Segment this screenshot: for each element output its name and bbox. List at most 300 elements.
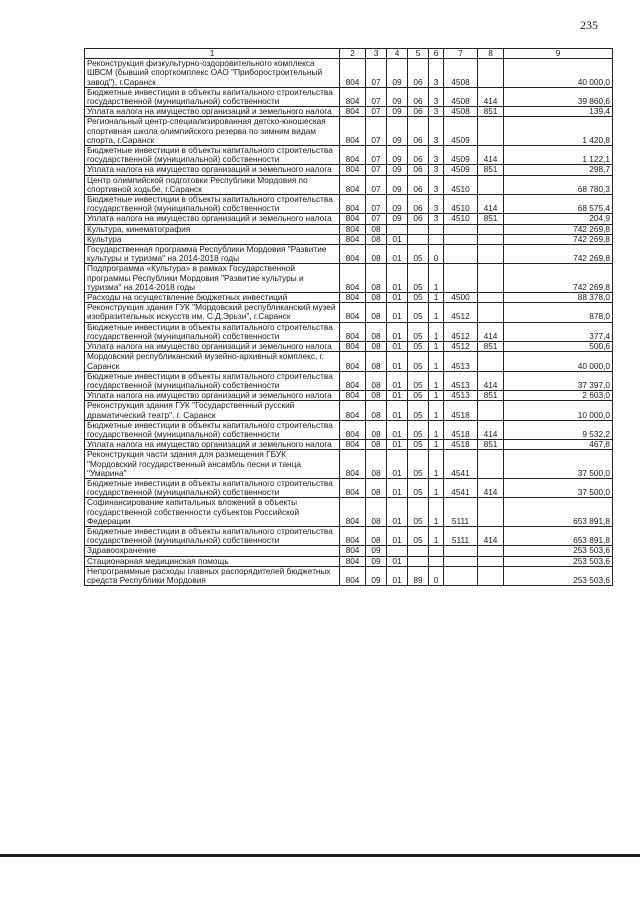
cell-program: 05 (408, 401, 429, 420)
row-name: Стационарная медицинская помощь (85, 556, 340, 566)
cell-subprogram: 1 (429, 401, 444, 420)
cell-ministry: 804 (340, 107, 366, 117)
cell-subprogram (429, 234, 444, 244)
cell-subprogram: 3 (429, 87, 444, 106)
footer-rule (0, 854, 640, 857)
table-row (85, 117, 613, 146)
cell-section: 08 (366, 264, 387, 293)
table-row (85, 175, 613, 194)
cell-section: 07 (366, 214, 387, 224)
cell-ministry: 804 (340, 342, 366, 352)
row-name: Мордовский республиканский музейно-архивный комплекс, г. Саранск (85, 352, 340, 371)
cell-section: 08 (366, 245, 387, 264)
cell-ministry: 804 (340, 450, 366, 479)
cell-article: 4508 (444, 87, 478, 106)
cell-section: 08 (366, 352, 387, 371)
cell-subsection: 01 (387, 478, 408, 497)
table-row (85, 478, 613, 497)
cell-subprogram (429, 546, 444, 556)
cell-subsection: 01 (387, 556, 408, 566)
cell-amount: 9 532,2 (504, 420, 613, 439)
cell-expense-type: 851 (478, 391, 504, 401)
cell-article: 4509 (444, 165, 478, 175)
cell-program: 05 (408, 450, 429, 479)
row-name: Бюджетные инвестиции в объекты капитального строительства государственной (муниципальной) собственности (85, 322, 340, 341)
row-name: Бюджетные инвестиции в объекты капитального строительства государственной (муниципальной) собственности (85, 146, 340, 165)
cell-ministry: 804 (340, 352, 366, 371)
cell-amount: 37 500,0 (504, 478, 613, 497)
cell-subprogram: 1 (429, 303, 444, 322)
cell-amount: 253 503,6 (504, 566, 613, 585)
column-header: 4 (387, 49, 408, 59)
cell-program: 06 (408, 165, 429, 175)
cell-section: 08 (366, 498, 387, 527)
table-row (85, 498, 613, 527)
cell-ministry: 804 (340, 214, 366, 224)
cell-section: 09 (366, 546, 387, 556)
cell-amount: 742 269,8 (504, 264, 613, 293)
cell-article (444, 566, 478, 585)
cell-expense-type (478, 450, 504, 479)
cell-expense-type (478, 234, 504, 244)
cell-expense-type (478, 117, 504, 146)
cell-amount: 653 891,8 (504, 498, 613, 527)
cell-subsection: 09 (387, 87, 408, 106)
cell-expense-type: 851 (478, 214, 504, 224)
cell-program: 05 (408, 264, 429, 293)
cell-article: 5111 (444, 498, 478, 527)
cell-ministry: 804 (340, 224, 366, 234)
cell-program: 05 (408, 478, 429, 497)
cell-article (444, 264, 478, 293)
cell-expense-type: 851 (478, 165, 504, 175)
cell-subsection: 09 (387, 59, 408, 88)
cell-subprogram: 3 (429, 214, 444, 224)
table-row (85, 195, 613, 214)
cell-article: 5111 (444, 526, 478, 545)
cell-subsection: 01 (387, 401, 408, 420)
cell-section: 08 (366, 401, 387, 420)
cell-amount: 88 378,0 (504, 293, 613, 303)
cell-expense-type (478, 224, 504, 234)
row-name: Реконструкция здания ГУК "Государственный русский драматический театр", г. Саранск (85, 401, 340, 420)
cell-article: 4541 (444, 450, 478, 479)
table-row (85, 352, 613, 371)
cell-program (408, 546, 429, 556)
cell-program: 05 (408, 245, 429, 264)
cell-amount: 2 603,0 (504, 391, 613, 401)
cell-subprogram: 1 (429, 293, 444, 303)
cell-amount: 37 500,0 (504, 450, 613, 479)
cell-program (408, 234, 429, 244)
row-name: Подпрограмма «Культура» в рамках Государственной программы Республики Мордовия "Развитие культуры и туризма" на 2014-2018 годы (85, 264, 340, 293)
cell-amount: 467,8 (504, 440, 613, 450)
cell-ministry: 804 (340, 87, 366, 106)
cell-subprogram: 1 (429, 342, 444, 352)
cell-subprogram: 1 (429, 420, 444, 439)
table-row (85, 342, 613, 352)
cell-expense-type (478, 566, 504, 585)
cell-section: 08 (366, 234, 387, 244)
table-row (85, 165, 613, 175)
column-header: 3 (366, 49, 387, 59)
table-row (85, 264, 613, 293)
cell-section: 08 (366, 420, 387, 439)
cell-ministry: 804 (340, 440, 366, 450)
cell-subsection: 01 (387, 498, 408, 527)
cell-article: 4509 (444, 117, 478, 146)
row-name: Бюджетные инвестиции в объекты капитального строительства государственной (муниципальной) собственности (85, 420, 340, 439)
cell-subprogram: 1 (429, 450, 444, 479)
cell-subprogram: 1 (429, 264, 444, 293)
cell-section: 07 (366, 117, 387, 146)
row-name: Уплата налога на имущество организаций и земельного налога (85, 391, 340, 401)
cell-amount: 39 860,6 (504, 87, 613, 106)
cell-program: 06 (408, 107, 429, 117)
cell-subsection: 01 (387, 450, 408, 479)
cell-amount: 37 397,0 (504, 371, 613, 390)
cell-article: 4541 (444, 478, 478, 497)
table-row (85, 566, 613, 585)
cell-ministry: 804 (340, 556, 366, 566)
row-name: Бюджетные инвестиции в объекты капитального строительства государственной (муниципальной) собственности (85, 526, 340, 545)
table-row (85, 214, 613, 224)
cell-section: 08 (366, 391, 387, 401)
column-header: 1 (85, 49, 340, 59)
table-row (85, 401, 613, 420)
cell-program: 05 (408, 322, 429, 341)
cell-expense-type (478, 303, 504, 322)
row-name: Государственная программа Республики Мордовия "Развитие культуры и туризма" на 2014-2018 годы (85, 245, 340, 264)
row-name: Софинансирование капитальных вложений в объекты государственной собственности субъектов Российской Федерации (85, 498, 340, 527)
column-header: 2 (340, 49, 366, 59)
cell-ministry: 804 (340, 526, 366, 545)
column-header: 6 (429, 49, 444, 59)
cell-subsection: 09 (387, 117, 408, 146)
cell-subsection: 01 (387, 391, 408, 401)
cell-amount: 1 420,8 (504, 117, 613, 146)
cell-expense-type: 414 (478, 526, 504, 545)
cell-ministry: 804 (340, 498, 366, 527)
cell-program: 05 (408, 498, 429, 527)
table-row (85, 107, 613, 117)
cell-subsection: 09 (387, 175, 408, 194)
cell-article: 4510 (444, 214, 478, 224)
cell-amount: 1 122,1 (504, 146, 613, 165)
cell-subsection: 01 (387, 371, 408, 390)
cell-article: 4512 (444, 342, 478, 352)
cell-subprogram: 1 (429, 322, 444, 341)
cell-article: 4510 (444, 195, 478, 214)
cell-article (444, 556, 478, 566)
cell-amount: 40 000,0 (504, 352, 613, 371)
cell-subprogram: 3 (429, 117, 444, 146)
cell-subprogram: 3 (429, 195, 444, 214)
cell-subsection: 01 (387, 264, 408, 293)
cell-subsection: 09 (387, 107, 408, 117)
cell-subprogram: 1 (429, 391, 444, 401)
cell-program: 06 (408, 175, 429, 194)
cell-subprogram: 1 (429, 352, 444, 371)
cell-expense-type: 414 (478, 420, 504, 439)
cell-expense-type: 851 (478, 342, 504, 352)
cell-section: 09 (366, 556, 387, 566)
cell-subsection: 01 (387, 526, 408, 545)
cell-program: 05 (408, 420, 429, 439)
cell-ministry: 804 (340, 245, 366, 264)
cell-subprogram: 1 (429, 371, 444, 390)
cell-article: 4508 (444, 59, 478, 88)
cell-expense-type: 851 (478, 107, 504, 117)
cell-section: 08 (366, 440, 387, 450)
table-row (85, 371, 613, 390)
table-row (85, 224, 613, 234)
cell-article: 4508 (444, 107, 478, 117)
cell-subsection: 01 (387, 420, 408, 439)
cell-ministry: 804 (340, 546, 366, 556)
cell-amount: 253 503,6 (504, 546, 613, 556)
cell-ministry: 804 (340, 165, 366, 175)
cell-article: 4510 (444, 175, 478, 194)
cell-section: 08 (366, 450, 387, 479)
cell-program: 06 (408, 146, 429, 165)
cell-article: 4509 (444, 146, 478, 165)
cell-subprogram (429, 224, 444, 234)
row-name: Уплата налога на имущество организаций и земельного налога (85, 440, 340, 450)
cell-ministry: 804 (340, 322, 366, 341)
cell-subsection: 01 (387, 245, 408, 264)
cell-amount: 10 000,0 (504, 401, 613, 420)
column-header: 9 (504, 49, 613, 59)
row-name: Региональный центр-специализированная детско-юношеская спортивная школа олимпийского резерва по зимним видам спорта, г.Саранск (85, 117, 340, 146)
cell-ministry: 804 (340, 478, 366, 497)
cell-section: 07 (366, 87, 387, 106)
cell-ministry: 804 (340, 303, 366, 322)
cell-program: 05 (408, 440, 429, 450)
cell-subprogram: 0 (429, 566, 444, 585)
cell-section: 08 (366, 322, 387, 341)
cell-expense-type: 414 (478, 146, 504, 165)
cell-expense-type (478, 546, 504, 556)
table-row (85, 322, 613, 341)
cell-ministry: 804 (340, 566, 366, 585)
cell-subprogram: 3 (429, 175, 444, 194)
cell-amount: 253 503,6 (504, 556, 613, 566)
cell-section: 07 (366, 165, 387, 175)
cell-program: 06 (408, 214, 429, 224)
cell-subprogram: 3 (429, 146, 444, 165)
column-header: 7 (444, 49, 478, 59)
cell-article: 4513 (444, 391, 478, 401)
cell-section: 07 (366, 175, 387, 194)
cell-expense-type (478, 352, 504, 371)
row-name: Культура, кинематография (85, 224, 340, 234)
table-row (85, 234, 613, 244)
cell-article: 4512 (444, 303, 478, 322)
table-row (85, 87, 613, 106)
table-row (85, 245, 613, 264)
cell-expense-type: 414 (478, 322, 504, 341)
cell-article (444, 546, 478, 556)
cell-expense-type: 414 (478, 195, 504, 214)
table-row (85, 59, 613, 88)
row-name: Бюджетные инвестиции в объекты капитального строительства государственной (муниципальной) собственности (85, 371, 340, 390)
table-row (85, 146, 613, 165)
row-name: Бюджетные инвестиции в объекты капитального строительства государственной (муниципальной) собственности (85, 478, 340, 497)
cell-subprogram: 3 (429, 107, 444, 117)
cell-subsection: 01 (387, 440, 408, 450)
cell-section: 08 (366, 478, 387, 497)
cell-article: 4513 (444, 371, 478, 390)
row-name: Непрограммные расходы главных распорядителей бюджетных средств Республики Мордовия (85, 566, 340, 585)
cell-section: 08 (366, 371, 387, 390)
cell-amount: 742 269,8 (504, 234, 613, 244)
cell-program (408, 556, 429, 566)
cell-ministry: 804 (340, 195, 366, 214)
cell-subsection: 01 (387, 303, 408, 322)
cell-section: 08 (366, 303, 387, 322)
cell-section: 07 (366, 59, 387, 88)
cell-subprogram: 1 (429, 440, 444, 450)
cell-amount: 377,4 (504, 322, 613, 341)
table-row (85, 293, 613, 303)
cell-expense-type (478, 401, 504, 420)
cell-ministry: 804 (340, 234, 366, 244)
cell-expense-type (478, 175, 504, 194)
table-row (85, 440, 613, 450)
cell-expense-type: 414 (478, 371, 504, 390)
cell-article: 4518 (444, 420, 478, 439)
row-name: Уплата налога на имущество организаций и земельного налога (85, 107, 340, 117)
cell-expense-type: 414 (478, 87, 504, 106)
cell-subprogram: 1 (429, 498, 444, 527)
page-number: 235 (580, 18, 598, 32)
cell-subsection: 09 (387, 146, 408, 165)
cell-subprogram: 1 (429, 526, 444, 545)
cell-ministry: 804 (340, 59, 366, 88)
cell-amount: 742 269,8 (504, 245, 613, 264)
row-name: Реконструкция части здания для размещения ГБУК "Мордовский государственный ансамбль песни и танца "Умарина" (85, 450, 340, 479)
cell-amount: 653 891,8 (504, 526, 613, 545)
cell-program: 05 (408, 342, 429, 352)
cell-subsection: 01 (387, 234, 408, 244)
cell-program: 05 (408, 293, 429, 303)
cell-article (444, 245, 478, 264)
cell-ministry: 804 (340, 146, 366, 165)
cell-expense-type (478, 245, 504, 264)
cell-ministry: 804 (340, 293, 366, 303)
cell-subsection: 01 (387, 293, 408, 303)
row-name: Расходы на осуществление бюджетных инвестиций (85, 293, 340, 303)
cell-subprogram: 3 (429, 165, 444, 175)
table-row (85, 526, 613, 545)
row-name: Реконструкция здания ГУК "Мордовский республиканский музей изобразительных искусств им. С.Д.Эрьзи", г.Саранск (85, 303, 340, 322)
cell-expense-type (478, 556, 504, 566)
cell-program: 06 (408, 195, 429, 214)
cell-article (444, 224, 478, 234)
table-row (85, 420, 613, 439)
cell-amount: 742 269,8 (504, 224, 613, 234)
cell-expense-type: 414 (478, 478, 504, 497)
column-header: 8 (478, 49, 504, 59)
cell-amount: 204,9 (504, 214, 613, 224)
column-header: 5 (408, 49, 429, 59)
table-body (85, 59, 613, 586)
cell-expense-type (478, 59, 504, 88)
cell-subsection: 01 (387, 322, 408, 341)
cell-ministry: 804 (340, 264, 366, 293)
cell-ministry: 804 (340, 401, 366, 420)
cell-program: 06 (408, 87, 429, 106)
cell-subsection (387, 224, 408, 234)
cell-expense-type (478, 498, 504, 527)
cell-subprogram: 0 (429, 245, 444, 264)
cell-section: 07 (366, 107, 387, 117)
row-name: Уплата налога на имущество организаций и земельного налога (85, 342, 340, 352)
cell-section: 08 (366, 224, 387, 234)
cell-subsection: 01 (387, 566, 408, 585)
cell-subsection: 09 (387, 195, 408, 214)
table-row (85, 546, 613, 556)
cell-article: 4512 (444, 322, 478, 341)
table-row (85, 556, 613, 566)
cell-ministry: 804 (340, 391, 366, 401)
cell-expense-type: 851 (478, 440, 504, 450)
table-row (85, 391, 613, 401)
budget-table (84, 48, 613, 586)
row-name: Уплата налога на имущество организаций и земельного налога (85, 165, 340, 175)
row-name: Здравоохранение (85, 546, 340, 556)
cell-amount: 500,6 (504, 342, 613, 352)
cell-program: 05 (408, 526, 429, 545)
cell-ministry: 804 (340, 420, 366, 439)
table-row (85, 303, 613, 322)
cell-article: 4518 (444, 401, 478, 420)
row-name: Уплата налога на имущество организаций и земельного налога (85, 214, 340, 224)
cell-subsection: 09 (387, 165, 408, 175)
cell-program: 89 (408, 566, 429, 585)
cell-ministry: 804 (340, 175, 366, 194)
cell-article: 4518 (444, 440, 478, 450)
cell-amount: 68 780,3 (504, 175, 613, 194)
row-name: Культура (85, 234, 340, 244)
cell-article (444, 234, 478, 244)
cell-program: 05 (408, 352, 429, 371)
row-name: Бюджетные инвестиции в объекты капитального строительства государственной (муниципальной) собственности (85, 195, 340, 214)
cell-subprogram: 1 (429, 478, 444, 497)
table-header-row (85, 49, 613, 59)
cell-section: 08 (366, 526, 387, 545)
cell-section: 08 (366, 293, 387, 303)
cell-amount: 139,4 (504, 107, 613, 117)
cell-subsection: 01 (387, 352, 408, 371)
cell-section: 09 (366, 566, 387, 585)
cell-ministry: 804 (340, 117, 366, 146)
cell-subsection (387, 546, 408, 556)
table-row (85, 450, 613, 479)
cell-amount: 40 000,0 (504, 59, 613, 88)
cell-program: 05 (408, 371, 429, 390)
cell-program: 05 (408, 391, 429, 401)
cell-amount: 298,7 (504, 165, 613, 175)
cell-subprogram (429, 556, 444, 566)
cell-ministry: 804 (340, 371, 366, 390)
cell-section: 07 (366, 146, 387, 165)
cell-expense-type (478, 264, 504, 293)
cell-amount: 68 575,4 (504, 195, 613, 214)
cell-amount: 878,0 (504, 303, 613, 322)
cell-section: 07 (366, 195, 387, 214)
